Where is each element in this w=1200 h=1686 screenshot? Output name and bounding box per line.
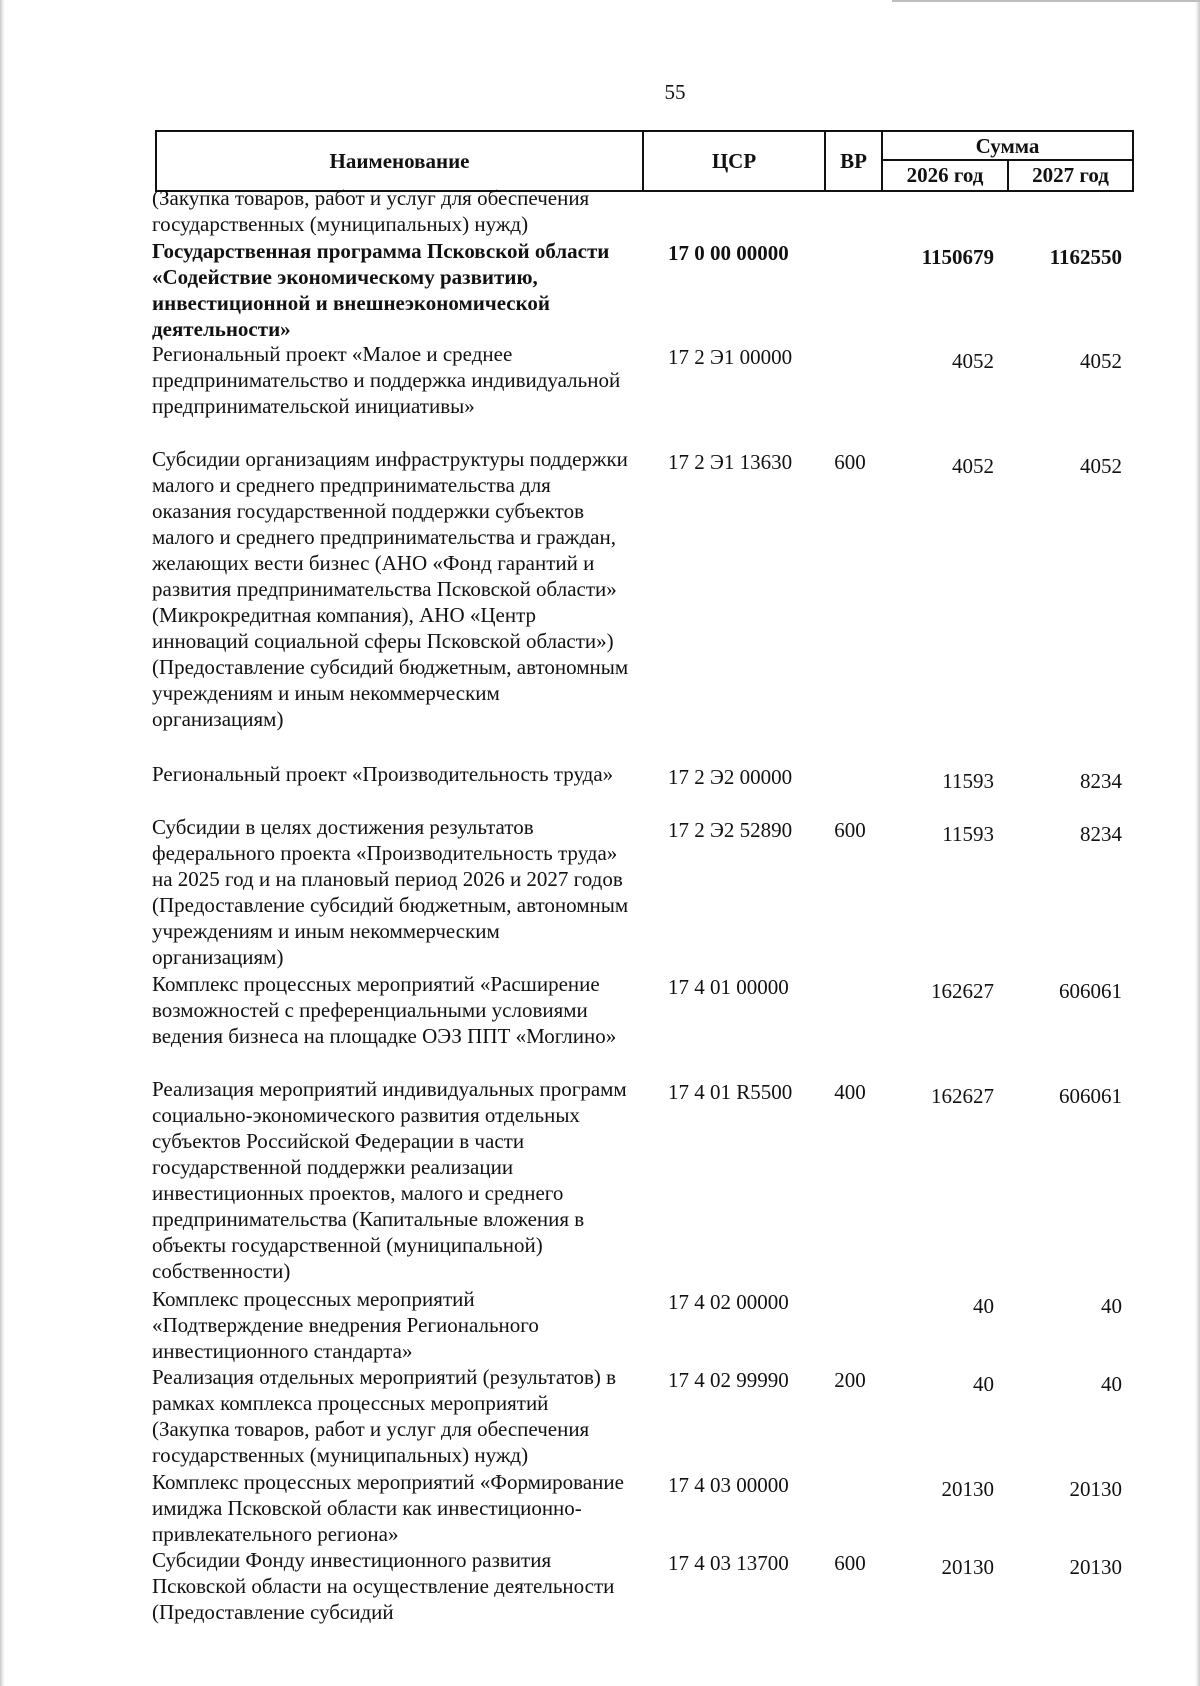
row-name: Реализация мероприятий индивидуальных программ социально-экономического развития отдельных субъектов Российской Федерации в части государственной поддержки реализации инвестиционных проектов, малого и среднего предпринимательства (Капитальные вложения в объекты государственной (муниципальной) собственности) — [152, 1077, 627, 1283]
row-name: Субсидии Фонду инвестиционного развития Псковской области на осуществление деятельности (Предоставление субсидий — [152, 1548, 615, 1624]
header-year-2027: 2027 год — [1032, 163, 1109, 187]
row-2027: 20130 — [1069, 1555, 1122, 1579]
row-vr: 400 — [834, 1080, 866, 1104]
header-vr: ВР — [840, 148, 867, 173]
row-name: Комплекс процессных мероприятий «Формирование имиджа Псковской области как инвестиционно-привлекательного региона» — [152, 1470, 624, 1546]
row-2026: 20130 — [941, 1555, 994, 1579]
header-name: Наименование — [329, 148, 470, 173]
row-name: Государственная программа Псковской области «Содействие экономическому развитию, инвестиционной и внешнеэкономической деятельности» — [152, 239, 610, 341]
scan-left-edge — [0, 0, 5, 1686]
row-2026: 11593 — [942, 822, 994, 846]
scan-top-mark — [892, 0, 1200, 2]
page-number: 55 — [664, 80, 686, 104]
row-2026: 40 — [973, 1294, 994, 1318]
row-csr: 17 2 Э1 00000 — [668, 345, 793, 369]
row-csr: 17 4 01 00000 — [668, 975, 789, 999]
row-2026: 4052 — [952, 454, 994, 478]
header-csr: ЦСР — [711, 148, 757, 173]
row-csr: 17 4 02 99990 — [668, 1368, 789, 1392]
row-vr: 600 — [834, 450, 866, 474]
table-header — [155, 130, 1134, 192]
row-vr: 600 — [834, 1551, 866, 1575]
row-csr: 17 4 02 00000 — [668, 1290, 789, 1314]
row-2026: 162627 — [931, 979, 994, 1003]
header-sum: Сумма — [975, 133, 1040, 158]
row-2026: 1150679 — [921, 245, 994, 269]
row-2026: 162627 — [931, 1084, 994, 1108]
row-name: Региональный проект «Малое и среднее предпринимательство и поддержка индивидуальной предпринимательской инициативы» — [152, 342, 621, 418]
row-2027: 606061 — [1059, 979, 1122, 1003]
row-2026: 20130 — [941, 1477, 994, 1501]
header-year-2026: 2026 год — [906, 163, 984, 187]
row-name: Реализация отдельных мероприятий (результатов) в рамках комплекса процессных мероприятий (Закупка товаров, работ и услуг для обеспечения государственных (муниципальных) нужд) — [152, 1365, 617, 1467]
row-2027: 4052 — [1080, 454, 1122, 478]
row-2026: 4052 — [952, 349, 994, 373]
row-2027: 8234 — [1080, 769, 1122, 793]
row-csr: 17 2 Э1 13630 — [668, 450, 793, 474]
row-2027: 1162550 — [1049, 245, 1122, 269]
row-vr: 600 — [834, 818, 866, 842]
row-2027: 40 — [1101, 1294, 1122, 1318]
row-name: Комплекс процессных мероприятий «Подтверждение внедрения Регионального инвестиционного стандарта» — [152, 1287, 539, 1363]
row-2027: 8234 — [1080, 822, 1122, 846]
row-2026: 11593 — [942, 769, 994, 793]
row-csr: 17 4 03 13700 — [668, 1551, 789, 1575]
scan-right-edge — [1195, 0, 1200, 1686]
row-name: Региональный проект «Производительность труда» — [152, 762, 614, 786]
row-2027: 40 — [1101, 1372, 1122, 1396]
row-2026: 40 — [973, 1372, 994, 1396]
row-vr: 200 — [834, 1368, 866, 1392]
row-name: Субсидии организациям инфраструктуры поддержки малого и среднего предпринимательства для оказания государственной поддержки субъектов малого и среднего предпринимательства и граждан, желающих вести бизнес (АНО «Фонд гарантий и развития предпринимательства Псковской области» (Микрокредитная компания), АНО «Центр инноваций социальной сферы Псковской области») (Предоставление субсидий бюджетным, автономным учреждениям и иным некоммерческим организациям) — [152, 447, 629, 731]
row-name: Субсидии в целях достижения результатов федерального проекта «Производительность труда» на 2025 год и на плановый период 2026 и 2027 годов (Предоставление субсидий бюджетным, автономным учреждениям и иным некоммерческим организациям) — [152, 815, 629, 969]
row-2027: 606061 — [1059, 1084, 1122, 1108]
row-csr: 17 4 01 R5500 — [668, 1080, 793, 1104]
row-csr: 17 4 03 00000 — [668, 1473, 789, 1497]
row-csr: 17 0 00 00000 — [668, 241, 789, 265]
row-2027: 20130 — [1069, 1477, 1122, 1501]
row-2027: 4052 — [1080, 349, 1122, 373]
row-csr: 17 2 Э2 00000 — [668, 765, 793, 789]
row-csr: 17 2 Э2 52890 — [668, 818, 793, 842]
row-name: Комплекс процессных мероприятий «Расширение возможностей с преференциальными условиями ведения бизнеса на площадке ОЭЗ ППТ «Моглино» — [152, 972, 617, 1048]
row-name: (Закупка товаров, работ и услуг для обеспечения государственных (муниципальных) нужд) — [152, 186, 590, 236]
